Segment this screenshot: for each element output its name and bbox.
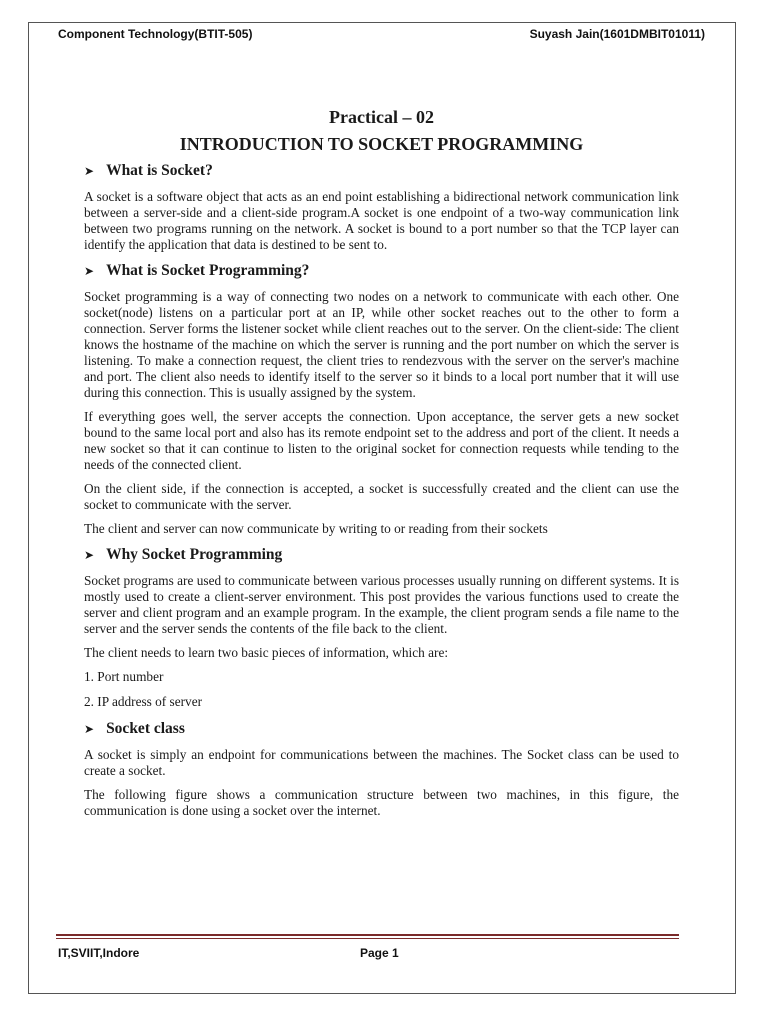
header-student: Suyash Jain(1601DMBIT01011) [529,27,705,41]
heading-text: Why Socket Programming [106,546,283,563]
heading-text: What is Socket Programming? [106,262,310,279]
header-course: Component Technology(BTIT-505) [58,27,253,41]
paragraph: On the client side, if the connection is accepted, a socket is successfully created and the client can use the socket to communicate with the server. [84,481,679,512]
heading-text: What is Socket? [106,162,213,179]
paragraph: The following figure shows a communication structure between two machines, in this figure, the communication is done using a socket over the internet. [84,787,679,818]
arrowhead-bullet-icon: ➤ [84,164,95,178]
paragraph: A socket is a software object that acts as an end point establishing a bidirectional network communication link between a server-side and a client-side program.A socket is one endpoint of a two-way communication link between two programs running on the network. A socket is bound to a port number so that the TCP layer can identify the application that data is destined to be sent to. [84,189,679,252]
list-item: 2. IP address of server [84,694,203,709]
paragraph: Socket programs are used to communicate between various processes usually running on different systems. It is mostly used to create a client-server environment. This post provides the various functions used to create the server and client program and an example program. In the example, the client program sends a file name to the server and the server sends the contents of the file back to the client. [84,573,679,636]
paragraph: Socket programming is a way of connecting two nodes on a network to communicate with each other. One socket(node) listens on a particular port at an IP, while other socket reaches out to the other to form a connection. Server forms the listener socket while client reaches out to the server. On the client-side: The client knows the hostname of the machine on which the server is running and the port number on which the server is listening. To make a connection request, the client tries to rendezvous with the server on the server's machine and port. The client also needs to identify itself to the server so it binds to a local port number that it will use during this connection. This is usually assigned by the system. [84,289,679,400]
practical-title: Practical – 02 [329,107,434,127]
arrowhead-bullet-icon: ➤ [84,548,95,562]
paragraph: A socket is simply an endpoint for communications between the machines. The Socket class can be used to create a socket. [84,747,679,778]
list-item: 1. Port number [84,669,164,684]
paragraph: The client and server can now communicate by writing to or reading from their sockets [84,521,548,536]
page-number: Page 1 [360,946,399,960]
section-heading-what-is-socket [84,161,679,181]
section-heading-why-socket-programming [84,545,679,565]
main-title: INTRODUCTION TO SOCKET PROGRAMMING [179,134,584,154]
paragraph: If everything goes well, the server accepts the connection. Upon acceptance, the server gets a new socket bound to the same local port and also has its remote endpoint set to the address and port of the client. It needs a new socket so that it can continue to listen to the original socket for connection requests while tending to the needs of the connected client. [84,409,679,472]
arrowhead-bullet-icon: ➤ [84,264,95,278]
document-body [84,161,679,827]
paragraph: The client needs to learn two basic pieces of information, which are: [84,645,449,660]
footer-rule [56,934,679,936]
section-heading-socket-class [84,719,679,739]
arrowhead-bullet-icon: ➤ [84,722,95,736]
footer-rule-thin [56,938,679,939]
footer-institute: IT,SVIIT,Indore [58,946,140,960]
title-block [84,105,679,156]
heading-text: Socket class [106,720,185,737]
section-heading-what-is-socket-programming [84,261,679,281]
